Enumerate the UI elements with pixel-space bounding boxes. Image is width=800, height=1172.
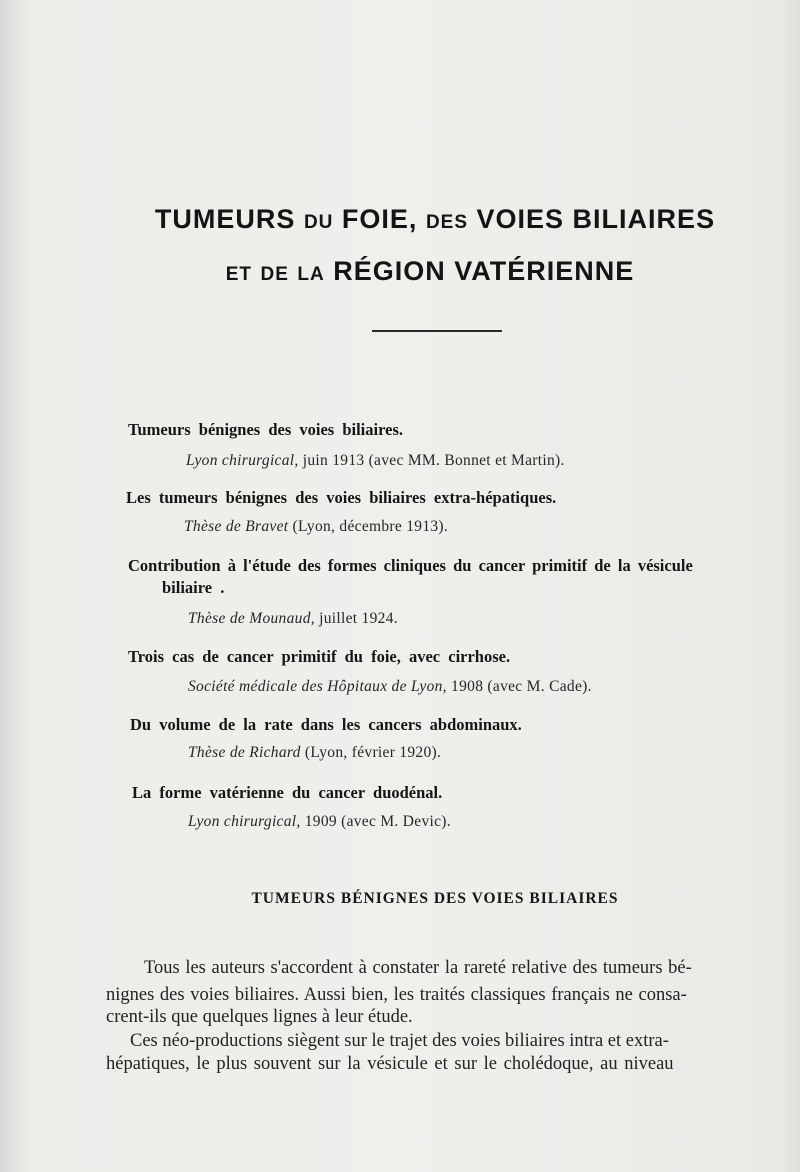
- entry-title: Contribution à l'étude des formes cliniques du cancer primitif de la vésicule: [128, 556, 693, 575]
- body-text-line: Ces néo-productions siègent sur le trajet des voies biliaires intra et extra-: [130, 1031, 669, 1051]
- entry-title-continuation: biliaire .: [162, 578, 225, 597]
- title-divider: [372, 330, 502, 332]
- entry-title: La forme vatérienne du cancer duodénal.: [132, 783, 443, 802]
- entry-reference: Société médicale des Hôpitaux de Lyon, 1908 (avec M. Cade).: [188, 678, 592, 695]
- entry-title: Du volume de la rate dans les cancers abdominaux.: [130, 715, 522, 734]
- main-title-line-1: TUMEURS DU FOIE, DES VOIES BILIAIRES: [154, 204, 716, 234]
- body-text-line: nignes des voies biliaires. Aussi bien, les traités classiques français ne consa-: [106, 985, 687, 1005]
- entry-title: Les tumeurs bénignes des voies biliaires extra-hépatiques.: [126, 488, 557, 507]
- body-text-line: Tous les auteurs s'accordent à constater la rareté relative des tumeurs bé-: [144, 958, 692, 978]
- entry-reference: Thèse de Mounaud, juillet 1924.: [188, 610, 398, 627]
- entry-reference: Thèse de Richard (Lyon, février 1920).: [188, 744, 442, 761]
- body-text-line: crent-ils que quelques lignes à leur étude.: [106, 1007, 413, 1027]
- entry-title: Tumeurs bénignes des voies biliaires.: [128, 420, 403, 439]
- entry-reference: Lyon chirurgical, 1909 (avec M. Devic).: [188, 813, 451, 830]
- section-heading: TUMEURS BÉNIGNES DES VOIES BILIAIRES: [251, 890, 619, 907]
- entry-reference: Thèse de Bravet (Lyon, décembre 1913).: [184, 518, 449, 535]
- main-title-line-2: ET DE LA RÉGION VATÉRIENNE: [225, 256, 635, 286]
- entry-reference: Lyon chirurgical, juin 1913 (avec MM. Bonnet et Martin).: [186, 452, 565, 469]
- entry-title: Trois cas de cancer primitif du foie, avec cirrhose.: [128, 647, 511, 666]
- body-text-line: hépatiques, le plus souvent sur la vésicule et sur le cholédoque, au niveau: [106, 1054, 674, 1074]
